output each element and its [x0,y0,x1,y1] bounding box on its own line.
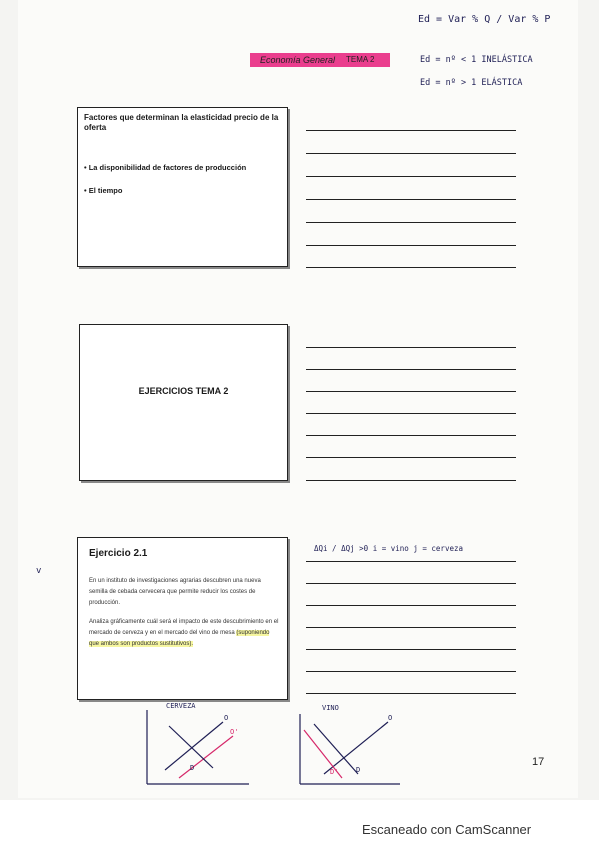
elastic-rule: Ed = nº > 1 ELÁSTICA [420,78,523,88]
slide1-bullet-factors: • La disponibilidad de factores de producción [84,163,247,172]
beer-new-supply-label: O' [230,728,239,736]
note-line [306,561,516,562]
slide3-title: Ejercicio 2.1 [89,548,148,559]
note-line [306,347,516,348]
slide-exercise-2-1 [77,537,288,700]
slide-elasticity-factors [77,107,288,267]
note-line [306,130,516,131]
note-line [306,583,516,584]
beer-demand-label: D [190,764,195,772]
note-line [306,480,516,481]
note-line [306,267,516,268]
page-number: 17 [532,756,545,768]
wine-supply-label: O [388,714,393,722]
wine-graph-title: VINO [322,704,339,712]
wine-demand-label: D [356,766,361,774]
slide3-paragraph-2-highlight: (suponiendo que ambos son productos sustitutivos). [89,630,270,647]
elasticity-formula: Ed = Var % Q / Var % P [418,14,551,25]
slide2-title: EJERCICIOS TEMA 2 [138,386,229,396]
note-line [306,605,516,606]
note-line [306,153,516,154]
inelastic-rule: Ed = nº < 1 INELÁSTICA [420,55,533,65]
note-line [306,627,516,628]
wine-new-demand-label: D' [330,768,339,776]
slide-exercises [79,324,288,481]
scanner-footer [0,800,599,848]
slide1-title: Factores que determinan la elasticidad precio de la oferta [84,113,279,132]
note-line [306,413,516,414]
slide3-paragraph-1: En un instituto de investigaciones agrarias descubren una nueva semilla de cebada cervecera que permite reducir los costes de producción. [89,578,261,606]
wine-supply-demand-graph [296,712,406,788]
note-line [306,369,516,370]
note-line [306,176,516,177]
note-line [306,222,516,223]
slide3-paragraph-2 [89,617,281,650]
beer-graph-title: CERVEZA [166,702,196,710]
topic-label: TEMA 2 [346,55,375,64]
slide3-paragraph-2-main: Analiza gráficamente cuál será el impacto de este descubrimiento en el mercado de cerveza y en el mercado del vino de mesa [89,619,279,636]
note-line [306,435,516,436]
note-line [306,693,516,694]
slide1-bullet-time: • El tiempo [84,186,123,195]
note-line [306,457,516,458]
course-label: Economía General [260,55,336,65]
exercise-note: ΔQi / ΔQj >0 i = vino j = cerveza [314,544,464,553]
margin-check-mark: v [36,566,42,576]
note-line [306,391,516,392]
scanner-watermark: Escaneado con CamScanner [362,822,532,837]
beer-supply-label: O [224,714,229,722]
note-line [306,245,516,246]
beer-supply-demand-graph [143,708,253,788]
note-line [306,671,516,672]
note-line [306,649,516,650]
course-tag [250,53,390,67]
note-line [306,199,516,200]
